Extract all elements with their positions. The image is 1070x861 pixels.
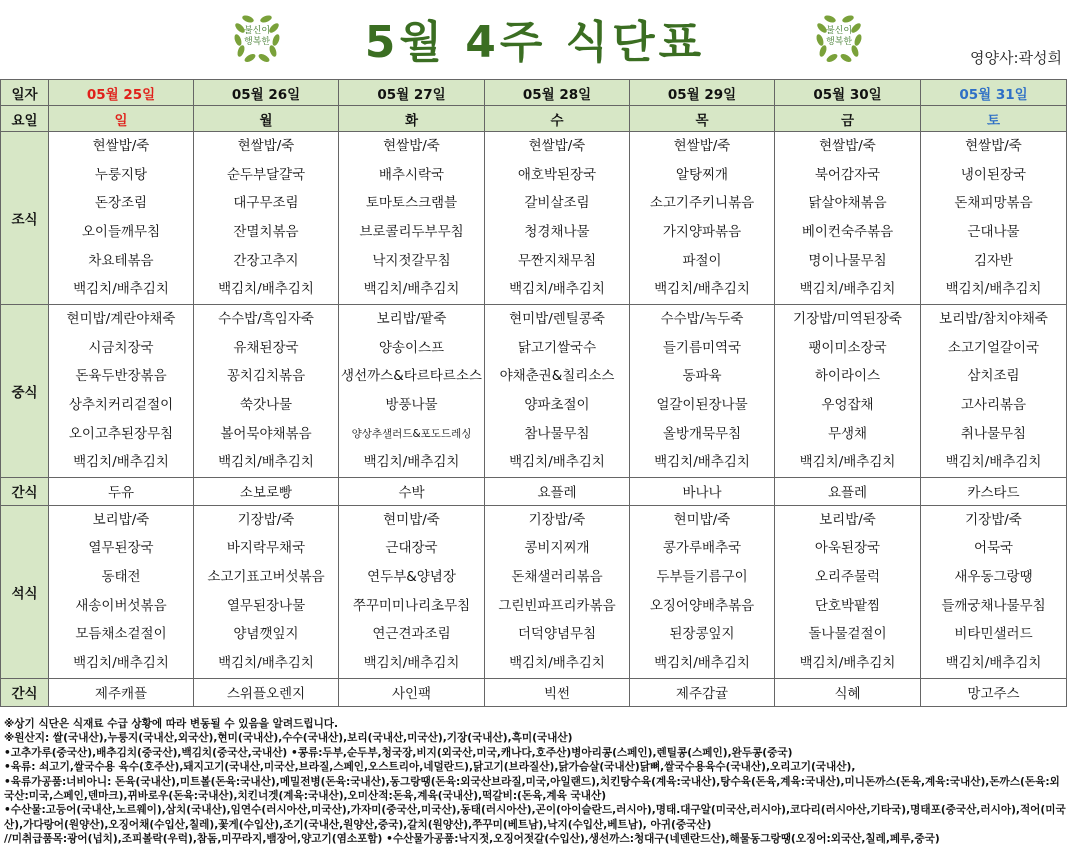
menu-item: 갈비살조림 — [524, 195, 590, 212]
menu-item: 현쌀밥/죽 — [92, 138, 150, 154]
menu-item: 현미밥/계란야채죽 — [66, 311, 176, 328]
breakfast-cell — [630, 132, 775, 305]
menu-item: 그린빈파프리카볶음 — [498, 597, 616, 614]
date-cell: 05월 28일 — [485, 80, 630, 106]
menu-item: 대구무조림 — [233, 195, 299, 212]
note-line: •수산물:고등어(국내산,노르웨이),삼치(국내산),임연수(러시아산,미국산),가자미(중국산,미국산),동태(러시아산),곤이(아이슬란드,러시아),명태.대구알(미국산,러시아),코다리(러시아산,기타국),명태포(중국산,러시아),적어(미국산),가다랑어(원양산),오징어채(수입산,칠레),꽃게(수입산),조기(국내산,원양산,중국),갈치(원양산),쭈꾸미(베트남),낙지(수입산,베트남), 아귀(중국산) — [4, 804, 1066, 831]
date-row — [1, 80, 1067, 106]
note-line: //미취급품목:광어(넙치),조피볼락(우럭),참돔,미꾸라지,뱀장어,양고기(염소포함) •수산물가공품:낙지젓,오징어젓갈(수입산),생선까스:청대구(네덴란드산),해물동그랑땡(오징어:외국산,칠레,페루,중국) — [4, 833, 940, 846]
menu-item: 오징어양배추볶음 — [649, 597, 755, 614]
menu-item: 참나물무침 — [524, 425, 590, 442]
snack-cell: 사인팩 — [339, 678, 485, 706]
menu-item: 수수밥/녹두죽 — [660, 311, 744, 328]
menu-item: 간장고추지 — [233, 252, 299, 269]
lunch-cell — [49, 305, 194, 478]
note-line: ※상기 식단은 식재료 수급 상황에 따라 변동될 수 있음을 알려드립니다. — [4, 718, 339, 730]
dinner-cell — [775, 505, 921, 678]
menu-item: 명이나물무침 — [808, 252, 887, 269]
menu-item: 냉이된장국 — [960, 166, 1027, 183]
menu-item: 생선까스&타르타르소스 — [341, 368, 482, 385]
menu-item: 보리밥/팥죽 — [376, 311, 447, 328]
header — [0, 0, 1070, 76]
menu-item: 돈채샐러리볶음 — [511, 569, 603, 586]
menu-item: 보리밥/죽 — [819, 511, 876, 528]
row-label: 일자 — [1, 80, 49, 106]
day-cell: 금 — [775, 106, 921, 132]
menu-item: 백김치/배추김치 — [363, 454, 460, 471]
dinner-cell — [49, 505, 194, 678]
logo-text: 불신이 행복한 — [825, 26, 853, 47]
menu-item: 비타민샐러드 — [954, 626, 1033, 643]
menu-item: 잔멸치볶음 — [233, 224, 299, 241]
menu-item: 청경채나물 — [524, 224, 590, 241]
menu-item: 오리주물럭 — [814, 569, 881, 586]
logo-text: 불신이 행복한 — [243, 26, 271, 47]
logo — [812, 10, 866, 64]
menu-item: 쑥갓나물 — [239, 396, 293, 413]
menu-item: 보리밥/죽 — [92, 511, 150, 528]
menu-item: 백김치/배추김치 — [218, 281, 314, 298]
menu-item: 기장밥/미역된장죽 — [793, 311, 902, 328]
menu-item: 소고기얼갈이국 — [947, 339, 1040, 356]
menu-item: 새우동그랑땡 — [954, 569, 1033, 586]
menu-item: 애호박된장국 — [517, 166, 597, 183]
menu-item: 우엉잡채 — [821, 396, 874, 413]
breakfast-cell — [194, 132, 339, 305]
menu-item: 어묵국 — [973, 540, 1014, 557]
menu-item: 방풍나물 — [385, 396, 438, 413]
menu-item: 돈채피망볶음 — [954, 195, 1033, 212]
menu-item: 소고기주키니볶음 — [649, 195, 755, 212]
menu-item: 김자반 — [973, 252, 1014, 269]
menu-item: 근대장국 — [385, 540, 438, 557]
breakfast-cell — [775, 132, 921, 305]
page-title: 5월 4주 식단표 — [364, 17, 706, 68]
menu-item: 베이컨숙주볶음 — [801, 224, 894, 241]
dinner-cell — [339, 505, 485, 678]
dinner-cell — [921, 505, 1067, 678]
menu-item: 현미밥/죽 — [673, 511, 731, 528]
menu-item: 낙지젓갈무침 — [372, 252, 451, 269]
lunch-cell — [775, 305, 921, 478]
day-row — [1, 106, 1067, 132]
snack-cell: 망고주스 — [921, 678, 1067, 706]
snack-cell: 빅썬 — [485, 678, 630, 706]
menu-item: 현미밥/죽 — [383, 511, 440, 528]
menu-item: 새송이버섯볶음 — [75, 597, 167, 614]
menu-item: 팽이미소장국 — [808, 339, 887, 356]
note-line: •육류가공품:너비아니: 돈육(국내산),미트볼(돈육:국내산),메밀전병(돈육:국내산),동그랑땡(돈육:외국산브라질,미국,아일랜드),치킨탕수육(계육:국내산),탕수육(돈육,계육:국내산),미니돈까스(돈육,계육:국내산),돈까스(돈육:외국산:미국,스페인,덴마크),뀌바로우(돈육:국내산),치킨너겟(계육:국내산),오미산적:돈육,계육(국내산),떡갈비:(돈육,계육 국내산) — [4, 775, 1060, 803]
menu-item: 차요테볶음 — [88, 252, 154, 269]
menu-item: 들깨궁채나물무침 — [941, 597, 1046, 614]
menu-item: 고사리볶음 — [960, 396, 1027, 413]
menu-item: 토마토스크램블 — [365, 195, 458, 212]
snack-cell: 카스타드 — [921, 477, 1067, 505]
menu-table — [0, 79, 1067, 707]
menu-item: 야채춘권&칠리소스 — [499, 368, 615, 385]
menu-item: 백김치/배추김치 — [218, 454, 314, 471]
menu-item: 백김치/배추김치 — [945, 281, 1042, 298]
menu-item: 아욱된장국 — [814, 540, 881, 557]
lunch-cell — [630, 305, 775, 478]
snack-cell: 요플레 — [485, 477, 630, 505]
nutritionist-label: 영양사:곽성희 — [970, 49, 1062, 67]
menu-item: 콩비지찌개 — [524, 540, 590, 557]
breakfast-cell — [339, 132, 485, 305]
menu-item: 기장밥/죽 — [965, 511, 1022, 528]
dinner-cell — [194, 505, 339, 678]
dinner-cell — [630, 505, 775, 678]
menu-item: 돈육두반장볶음 — [75, 368, 167, 385]
menu-item: 돈장조림 — [94, 195, 148, 212]
snack2-row — [1, 678, 1067, 706]
menu-item: 수수밥/흑임자죽 — [218, 311, 314, 328]
menu-item: 무생채 — [827, 425, 868, 442]
menu-item: 현미밥/렌틸콩죽 — [509, 311, 605, 328]
menu-item: 누룽지탕 — [94, 166, 148, 183]
snack-cell: 제주캐플 — [49, 678, 194, 706]
menu-item: 양송이스프 — [378, 339, 445, 356]
menu-item: 백김치/배추김치 — [73, 281, 169, 298]
breakfast-cell — [921, 132, 1067, 305]
breakfast-cell — [49, 132, 194, 305]
menu-item: 콩가루배추국 — [662, 540, 742, 557]
menu-item: 백김치/배추김치 — [363, 655, 460, 672]
menu-item: 현쌀밥/죽 — [528, 138, 586, 154]
day-cell: 수 — [485, 106, 630, 132]
menu-item: 양상추샐러드&포도드레싱 — [351, 427, 472, 440]
note-line: •육류: 쇠고기,쌀국수용 육수(호주산),돼지고기(국내산,미국산,브라질,스페인,오스트리아,네덜란드),닭고기(브라질산),닭가슴살(국내산)닭뼈,쌀국수용육수(국내산),오리고기(국내산), — [4, 761, 856, 774]
day-cell: 일 — [49, 106, 194, 132]
menu-item: 현쌀밥/죽 — [965, 138, 1022, 154]
snack-row — [1, 477, 1067, 505]
menu-item: 시금치장국 — [88, 339, 154, 356]
menu-item: 백김치/배추김치 — [509, 454, 605, 471]
menu-item: 기장밥/죽 — [528, 511, 586, 528]
snack-cell: 스위플오렌지 — [194, 678, 339, 706]
snack-cell: 바나나 — [630, 477, 775, 505]
row-label: 중식 — [1, 305, 49, 478]
menu-item: 유채된장국 — [233, 339, 299, 356]
menu-item: 백김치/배추김치 — [945, 655, 1042, 672]
snack-cell: 식혜 — [775, 678, 921, 706]
menu-item: 된장콩잎지 — [669, 626, 735, 643]
dinner-row — [1, 505, 1067, 678]
menu-item: 연두부&양념장 — [367, 569, 456, 586]
menu-item: 단호박팥찜 — [814, 597, 881, 614]
date-cell: 05월 29일 — [630, 80, 775, 106]
menu-item: 백김치/배추김치 — [73, 655, 169, 672]
menu-item: 양념깻잎지 — [233, 626, 299, 643]
date-cell: 05월 31일 — [921, 80, 1067, 106]
menu-item: 들기름미역국 — [662, 339, 742, 356]
row-label: 간식 — [1, 678, 49, 706]
menu-item: 오이고추된장무침 — [68, 425, 174, 442]
menu-item: 백김치/배추김치 — [654, 281, 750, 298]
menu-item: 연근견과조림 — [372, 626, 451, 643]
note-line: •고추가루(중국산),배추김치(중국산),백김치(중국산,국내산) •콩류:두부,순두부,청국장,비지(외국산,미국,캐나다,호주산)병아리콩(스페인),렌틸콩(스페인),완두콩(중국) — [4, 746, 793, 759]
lunch-row — [1, 305, 1067, 478]
date-cell: 05월 26일 — [194, 80, 339, 106]
menu-item: 백김치/배추김치 — [945, 454, 1042, 471]
menu-item: 닭고기쌀국수 — [517, 339, 597, 356]
menu-item: 현쌀밥/죽 — [819, 138, 876, 154]
snack-cell: 두유 — [49, 477, 194, 505]
menu-item: 기장밥/죽 — [237, 511, 295, 528]
menu-item: 북어감자국 — [814, 166, 881, 183]
menu-item: 백김치/배추김치 — [654, 655, 750, 672]
day-cell: 목 — [630, 106, 775, 132]
menu-item: 동파육 — [682, 368, 722, 385]
menu-item: 열무된장나물 — [226, 597, 306, 614]
menu-item: 현쌀밥/죽 — [673, 138, 731, 154]
lunch-cell — [339, 305, 485, 478]
menu-item: 하이라이스 — [814, 368, 881, 385]
menu-item: 백김치/배추김치 — [799, 454, 896, 471]
menu-item: 백김치/배추김치 — [218, 655, 314, 672]
snack-cell: 제주감귤 — [630, 678, 775, 706]
menu-item: 백김치/배추김치 — [509, 281, 605, 298]
breakfast-cell — [485, 132, 630, 305]
menu-item: 소고기표고버섯볶음 — [207, 569, 325, 586]
menu-item: 오이들깨무침 — [81, 224, 161, 241]
menu-item: 무짠지채무침 — [517, 252, 597, 269]
menu-item: 얼갈이된장나물 — [656, 396, 748, 413]
row-label: 간식 — [1, 477, 49, 505]
menu-item: 볼어묵야채볶음 — [220, 425, 312, 442]
menu-item: 순두부달걀국 — [226, 166, 306, 183]
menu-item: 현쌀밥/죽 — [383, 138, 440, 154]
menu-item: 올방개묵무침 — [662, 425, 742, 442]
row-label: 요일 — [1, 106, 49, 132]
menu-item: 더덕양념무침 — [517, 626, 597, 643]
menu-item: 취나물무침 — [960, 425, 1027, 442]
note-line: ※원산지: 쌀(국내산),누룽지(국내산,외국산),현미(국내산),수수(국내산),보리(국내산,미국산),기장(국내산),흑미(국내산) — [4, 732, 573, 745]
menu-item: 열무된장국 — [88, 540, 154, 557]
menu-item: 상추치커리겉절이 — [68, 396, 174, 413]
menu-item: 백김치/배추김치 — [799, 281, 896, 298]
date-cell: 05월 27일 — [339, 80, 485, 106]
snack-cell: 수박 — [339, 477, 485, 505]
menu-item: 브로콜리두부무침 — [359, 224, 464, 241]
menu-item: 삼치조림 — [967, 368, 1020, 385]
breakfast-row — [1, 132, 1067, 305]
menu-item: 두부들기름구이 — [656, 569, 748, 586]
menu-item: 백김치/배추김치 — [799, 655, 896, 672]
menu-item: 알탕찌개 — [675, 166, 729, 183]
dinner-cell — [485, 505, 630, 678]
menu-item: 꽁치김치볶음 — [226, 368, 306, 385]
menu-item: 바지락무채국 — [226, 540, 306, 557]
snack-cell: 요플레 — [775, 477, 921, 505]
menu-item: 현쌀밥/죽 — [237, 138, 295, 154]
menu-item: 파절이 — [682, 252, 722, 269]
notes — [4, 717, 1066, 847]
menu-item: 근대나물 — [967, 224, 1020, 241]
row-label: 조식 — [1, 132, 49, 305]
snack-cell: 소보로빵 — [194, 477, 339, 505]
menu-item: 양파초절이 — [524, 396, 590, 413]
lunch-cell — [921, 305, 1067, 478]
menu-item: 쭈꾸미미나리초무침 — [352, 597, 471, 614]
day-cell: 월 — [194, 106, 339, 132]
menu-item: 닭살야채볶음 — [808, 195, 887, 212]
menu-item: 돌나물겉절이 — [808, 626, 887, 643]
date-cell: 05월 30일 — [775, 80, 921, 106]
menu-item: 백김치/배추김치 — [509, 655, 605, 672]
lunch-cell — [485, 305, 630, 478]
row-label: 석식 — [1, 505, 49, 678]
menu-item: 백김치/배추김치 — [363, 281, 460, 298]
day-cell: 토 — [921, 106, 1067, 132]
menu-item: 백김치/배추김치 — [73, 454, 169, 471]
date-cell: 05월 25일 — [49, 80, 194, 106]
menu-item: 모듬채소겉절이 — [75, 626, 167, 643]
menu-item: 백김치/배추김치 — [654, 454, 750, 471]
lunch-cell — [194, 305, 339, 478]
menu-item: 동태전 — [101, 569, 141, 586]
menu-item: 배추시락국 — [378, 166, 445, 183]
day-cell: 화 — [339, 106, 485, 132]
menu-item: 가지양파볶음 — [662, 224, 742, 241]
menu-item: 보리밥/참치야채죽 — [939, 311, 1048, 328]
